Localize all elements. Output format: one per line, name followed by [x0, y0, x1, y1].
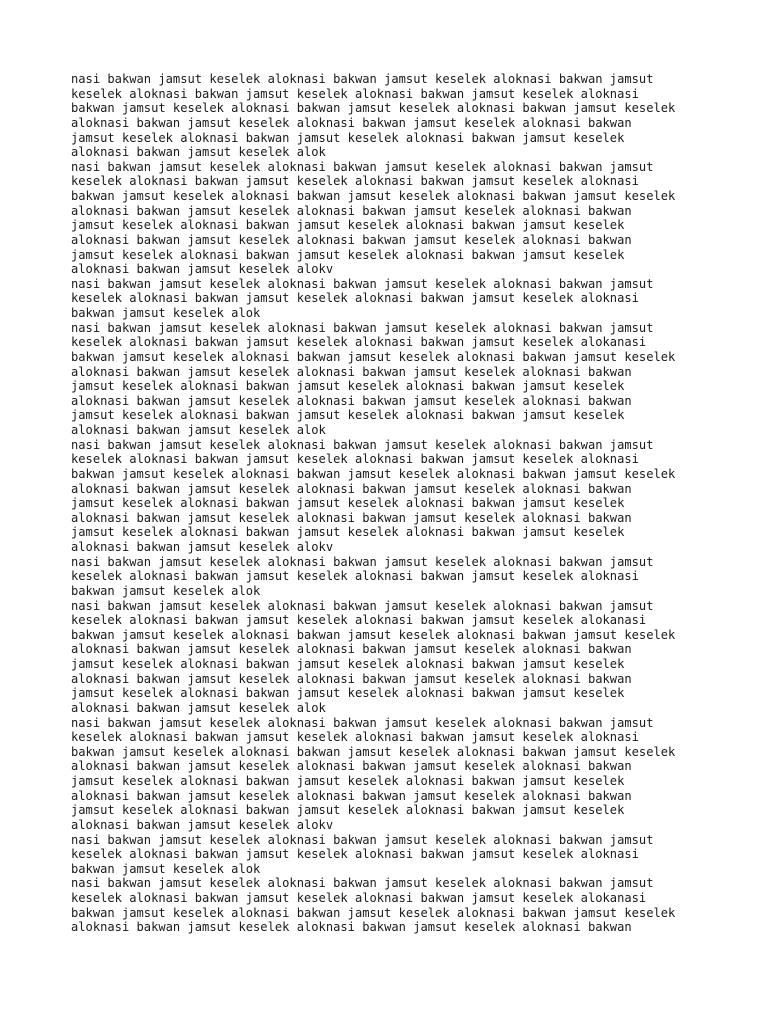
text-line: jamsut keselek aloknasi bakwan jamsut keselek aloknasi bakwan jamsut keselek — [71, 525, 625, 540]
text-line: nasi bakwan jamsut keselek aloknasi bakwan jamsut keselek aloknasi bakwan jamsut — [71, 715, 654, 730]
text-line: aloknasi bakwan jamsut keselek alokv — [71, 817, 334, 832]
text-line: aloknasi bakwan jamsut keselek alok — [71, 700, 326, 715]
text-line: aloknasi bakwan jamsut keselek aloknasi bakwan jamsut keselek aloknasi bakwan — [71, 115, 632, 130]
text-line: nasi bakwan jamsut keselek aloknasi bakwan jamsut keselek aloknasi bakwan jamsut — [71, 72, 654, 86]
text-line: bakwan jamsut keselek aloknasi bakwan jamsut keselek aloknasi bakwan jamsut keselek — [71, 905, 676, 920]
text-line: bakwan jamsut keselek aloknasi bakwan jamsut keselek aloknasi bakwan jamsut keselek — [71, 189, 676, 203]
text-line: aloknasi bakwan jamsut keselek alokv — [71, 540, 334, 554]
text-line: bakwan jamsut keselek aloknasi bakwan jamsut keselek aloknasi bakwan jamsut keselek — [71, 101, 676, 116]
text-line: keselek aloknasi bakwan jamsut keselek aloknasi bakwan jamsut keselek aloknasi — [71, 174, 639, 189]
text-line: keselek aloknasi bakwan jamsut keselek aloknasi bakwan jamsut keselek aloknasi — [71, 291, 639, 306]
text-line: bakwan jamsut keselek aloknasi bakwan jamsut keselek aloknasi bakwan jamsut keselek — [71, 627, 676, 642]
text-line: nasi bakwan jamsut keselek aloknasi bakwan jamsut keselek aloknasi bakwan jamsut — [71, 159, 654, 174]
text-line: jamsut keselek aloknasi bakwan jamsut keselek aloknasi bakwan jamsut keselek — [71, 379, 625, 394]
text-line: aloknasi bakwan jamsut keselek aloknasi bakwan jamsut keselek aloknasi bakwan — [71, 364, 632, 379]
text-line: bakwan jamsut keselek aloknasi bakwan jamsut keselek aloknasi bakwan jamsut keselek — [71, 466, 676, 481]
text-line: jamsut keselek aloknasi bakwan jamsut keselek aloknasi bakwan jamsut keselek — [71, 657, 625, 671]
text-line: jamsut keselek aloknasi bakwan jamsut keselek aloknasi bakwan jamsut keselek — [71, 247, 625, 262]
document-body-text — [71, 72, 711, 935]
text-line: aloknasi bakwan jamsut keselek aloknasi bakwan jamsut keselek aloknasi bakwan — [71, 232, 632, 247]
text-line: keselek aloknasi bakwan jamsut keselek aloknasi bakwan jamsut keselek aloknasi — [71, 730, 639, 745]
text-line: nasi bakwan jamsut keselek aloknasi bakwan jamsut keselek aloknasi bakwan jamsut — [71, 598, 654, 613]
text-line: aloknasi bakwan jamsut keselek aloknasi bakwan jamsut keselek aloknasi bakwan — [71, 203, 632, 218]
text-line: jamsut keselek aloknasi bakwan jamsut keselek aloknasi bakwan jamsut keselek — [71, 774, 625, 788]
text-line: aloknasi bakwan jamsut keselek aloknasi bakwan jamsut keselek aloknasi bakwan — [71, 393, 632, 408]
text-line: keselek aloknasi bakwan jamsut keselek aloknasi bakwan jamsut keselek alokanasi — [71, 335, 647, 350]
text-line: nasi bakwan jamsut keselek aloknasi bakwan jamsut keselek aloknasi bakwan jamsut — [71, 876, 654, 891]
text-line: keselek aloknasi bakwan jamsut keselek aloknasi bakwan jamsut keselek aloknasi — [71, 452, 639, 467]
text-line: aloknasi bakwan jamsut keselek alok — [71, 423, 326, 437]
text-line: bakwan jamsut keselek alok — [71, 306, 261, 320]
text-line: keselek aloknasi bakwan jamsut keselek aloknasi bakwan jamsut keselek alokanasi — [71, 613, 647, 628]
text-line: jamsut keselek aloknasi bakwan jamsut keselek aloknasi bakwan jamsut keselek — [71, 686, 625, 701]
text-line: aloknasi bakwan jamsut keselek aloknasi bakwan jamsut keselek aloknasi bakwan — [71, 920, 632, 935]
text-line: jamsut keselek aloknasi bakwan jamsut keselek aloknasi bakwan jamsut keselek — [71, 408, 625, 423]
text-line: keselek aloknasi bakwan jamsut keselek aloknasi bakwan jamsut keselek aloknasi — [71, 847, 639, 862]
text-line: nasi bakwan jamsut keselek aloknasi bakwan jamsut keselek aloknasi bakwan jamsut — [71, 832, 654, 847]
text-line: jamsut keselek aloknasi bakwan jamsut keselek aloknasi bakwan jamsut keselek — [71, 803, 625, 818]
text-line: jamsut keselek aloknasi bakwan jamsut keselek aloknasi bakwan jamsut keselek — [71, 130, 625, 145]
text-line: jamsut keselek aloknasi bakwan jamsut keselek aloknasi bakwan jamsut keselek — [71, 496, 625, 511]
text-line: aloknasi bakwan jamsut keselek alokv — [71, 262, 334, 277]
text-line: nasi bakwan jamsut keselek aloknasi bakwan jamsut keselek aloknasi bakwan jamsut — [71, 320, 654, 335]
text-line: keselek aloknasi bakwan jamsut keselek aloknasi bakwan jamsut keselek aloknasi — [71, 569, 639, 584]
text-line: aloknasi bakwan jamsut keselek aloknasi bakwan jamsut keselek aloknasi bakwan — [71, 671, 632, 686]
text-line: keselek aloknasi bakwan jamsut keselek aloknasi bakwan jamsut keselek aloknasi — [71, 86, 639, 101]
text-line: bakwan jamsut keselek aloknasi bakwan jamsut keselek aloknasi bakwan jamsut keselek — [71, 349, 676, 364]
text-line: nasi bakwan jamsut keselek aloknasi bakwan jamsut keselek aloknasi bakwan jamsut — [71, 276, 654, 291]
text-line: aloknasi bakwan jamsut keselek alok — [71, 145, 326, 160]
text-line: aloknasi bakwan jamsut keselek aloknasi bakwan jamsut keselek aloknasi bakwan — [71, 759, 632, 774]
text-line: aloknasi bakwan jamsut keselek aloknasi bakwan jamsut keselek aloknasi bakwan — [71, 788, 632, 803]
text-line: bakwan jamsut keselek alok — [71, 861, 261, 876]
text-line: nasi bakwan jamsut keselek aloknasi bakwan jamsut keselek aloknasi bakwan jamsut — [71, 554, 654, 569]
text-line: bakwan jamsut keselek alok — [71, 583, 261, 598]
text-line: nasi bakwan jamsut keselek aloknasi bakwan jamsut keselek aloknasi bakwan jamsut — [71, 437, 654, 452]
text-line: keselek aloknasi bakwan jamsut keselek aloknasi bakwan jamsut keselek alokanasi — [71, 891, 647, 905]
text-line: aloknasi bakwan jamsut keselek aloknasi bakwan jamsut keselek aloknasi bakwan — [71, 510, 632, 525]
text-line: aloknasi bakwan jamsut keselek aloknasi bakwan jamsut keselek aloknasi bakwan — [71, 642, 632, 657]
text-line: aloknasi bakwan jamsut keselek aloknasi bakwan jamsut keselek aloknasi bakwan — [71, 481, 632, 496]
text-line: jamsut keselek aloknasi bakwan jamsut keselek aloknasi bakwan jamsut keselek — [71, 218, 625, 233]
text-line: bakwan jamsut keselek aloknasi bakwan jamsut keselek aloknasi bakwan jamsut keselek — [71, 744, 676, 759]
